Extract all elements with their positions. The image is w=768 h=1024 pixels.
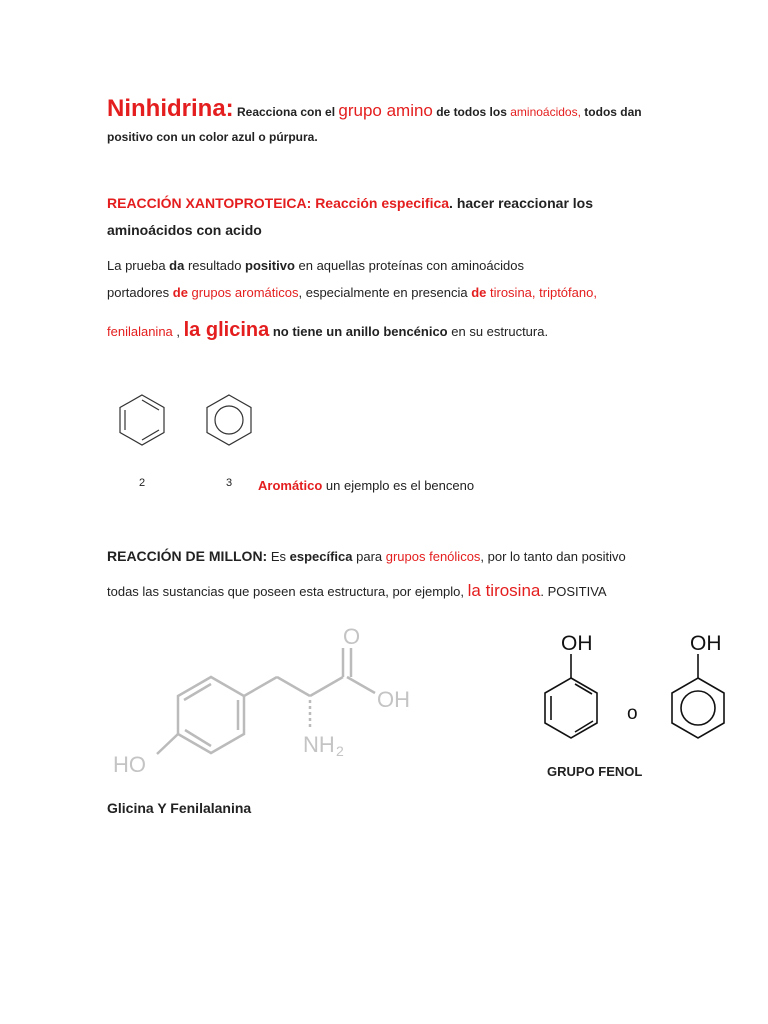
prueba-a3: en aquellas proteínas con aminoácidos xyxy=(294,258,524,273)
aminoacidos-text: aminoácidos, xyxy=(510,105,581,119)
aromatico-rest: un ejemplo es el benceno xyxy=(322,478,475,493)
prueba-positivo: positivo xyxy=(245,258,295,273)
tyrosine-ho-label: HO xyxy=(113,752,146,777)
aromatico-word: Aromático xyxy=(258,478,323,493)
ninhidrina-text-1: Reacciona con el xyxy=(233,105,339,119)
tirosina-text: tirosina, triptófano, xyxy=(486,285,597,300)
millon-m1: Es xyxy=(267,549,290,564)
millon-m3: , por lo tanto dan positivo xyxy=(480,549,626,564)
tyrosine-nh2-label: NH xyxy=(303,732,335,757)
xantoproteica-heading: REACCIÓN XANTOPROTEICA: Reacción especifica xyxy=(107,195,450,211)
prueba-b2: , especialmente en presencia xyxy=(298,285,472,300)
ninhidrina-title: Ninhidrina: xyxy=(107,95,234,122)
prueba-c2: no tiene un anillo bencénico xyxy=(269,324,448,339)
prueba-de-2: de xyxy=(471,285,487,300)
ninhidrina-text-2: de todos los xyxy=(432,105,511,119)
tyrosine-o-label: O xyxy=(343,624,361,649)
la-tirosina-text: la tirosina xyxy=(467,581,541,600)
millon-line2-text: todas las sustancias que poseen esta estructura, por ejemplo, xyxy=(107,584,468,599)
phenol-oh-label-1: OH xyxy=(561,632,593,655)
tyrosine-structure xyxy=(105,620,425,780)
prueba-c1: , xyxy=(172,324,184,339)
tyrosine-nh2-subscript: 2 xyxy=(336,743,344,759)
prueba-a2: resultado xyxy=(184,258,246,273)
benzene-structure-2 xyxy=(116,392,168,448)
prueba-b1: portadores xyxy=(107,285,173,300)
ninhidrina-text-3: todos dan xyxy=(580,105,642,119)
ninhidrina-paragraph xyxy=(107,95,707,144)
prueba-da: da xyxy=(169,258,185,273)
phenol-or-word: o xyxy=(627,703,638,724)
aromatico-caption xyxy=(258,478,474,493)
prueba-c3: en su estructura. xyxy=(447,324,549,339)
grupo-amino-text: grupo amino xyxy=(338,101,433,120)
millon-especifica: específica xyxy=(289,549,353,564)
ninhidrina-line-2: positivo con un color azul o púrpura. xyxy=(107,130,318,144)
millon-heading: REACCIÓN DE MILLON: xyxy=(107,548,268,564)
phenol-structure-aromatic xyxy=(662,628,742,758)
millon-m2: para xyxy=(352,549,386,564)
benzene-structure-3 xyxy=(203,392,255,448)
prueba-de-1: de xyxy=(172,285,188,300)
structure-label-2: 2 xyxy=(139,477,146,489)
grupos-aromaticos-text: grupos aromáticos xyxy=(187,285,299,300)
phenol-structure-kekule xyxy=(535,628,615,758)
millon-line-2 xyxy=(107,578,607,605)
millon-positiva: . POSITIVA xyxy=(540,584,607,599)
millon-line-1 xyxy=(107,548,626,564)
fenilalanina-text: fenilalanina xyxy=(107,324,173,339)
xantoproteica-dot: . xyxy=(449,195,453,211)
xantoproteica-line-2: aminoácidos con acido xyxy=(107,222,262,238)
grupos-fenolicos-text: grupos fenólicos xyxy=(385,549,481,564)
prueba-line-3 xyxy=(107,316,548,346)
prueba-line-2 xyxy=(107,285,597,300)
xantoproteica-rest: hacer reaccionar los xyxy=(452,195,594,211)
prueba-a1: La prueba xyxy=(107,258,170,273)
grupo-fenol-caption: GRUPO FENOL xyxy=(547,764,643,779)
phenol-oh-label-2: OH xyxy=(690,632,722,655)
prueba-line-1 xyxy=(107,258,524,273)
tyrosine-oh-label: OH xyxy=(377,687,410,712)
xantoproteica-paragraph xyxy=(107,193,707,238)
la-glicina-text: la glicina xyxy=(183,319,270,341)
structure-label-3: 3 xyxy=(226,477,233,489)
glicina-fenilalanina-caption: Glicina Y Fenilalanina xyxy=(107,800,252,816)
